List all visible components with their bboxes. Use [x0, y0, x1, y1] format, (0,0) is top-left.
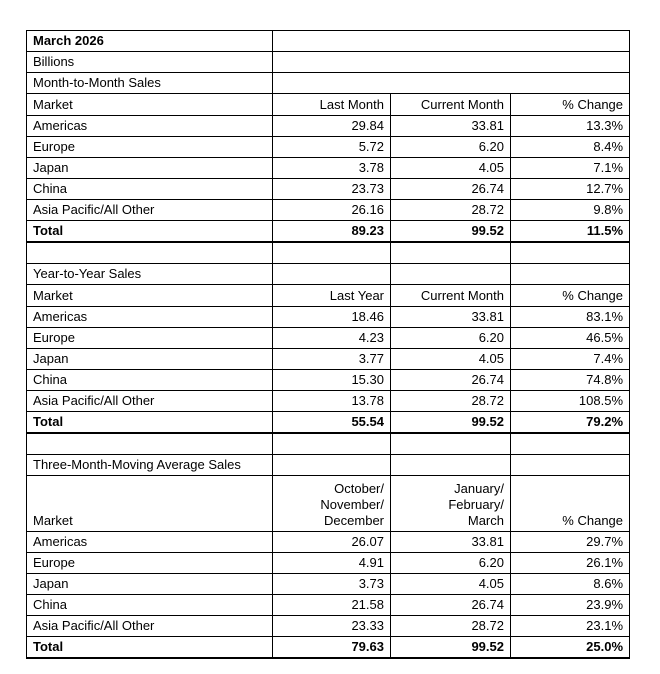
total-value: 79.63 — [273, 637, 391, 659]
column-header-row — [27, 476, 630, 532]
value-cell: 26.07 — [273, 532, 391, 553]
change-cell: 7.4% — [511, 349, 630, 370]
value-cell: 26.74 — [391, 595, 511, 616]
market-cell: Asia Pacific/All Other — [27, 391, 273, 412]
table-row — [27, 116, 630, 137]
spacer-row — [27, 242, 630, 264]
value-cell: 28.72 — [391, 616, 511, 637]
column-header: Current Month — [391, 94, 511, 116]
section-heading-row — [27, 264, 630, 285]
total-value: 99.52 — [391, 221, 511, 243]
change-cell: 8.4% — [511, 137, 630, 158]
value-cell: 13.78 — [273, 391, 391, 412]
section-heading: Month-to-Month Sales — [27, 73, 273, 94]
column-header: % Change — [511, 94, 630, 116]
table-row — [27, 307, 630, 328]
value-cell: 28.72 — [391, 391, 511, 412]
table-row — [27, 349, 630, 370]
value-cell: 23.33 — [273, 616, 391, 637]
table-row — [27, 158, 630, 179]
total-label: Total — [27, 221, 273, 243]
change-cell: 9.8% — [511, 200, 630, 221]
market-cell: Japan — [27, 349, 273, 370]
market-cell: Americas — [27, 532, 273, 553]
sales-report-table — [26, 30, 630, 659]
value-cell: 4.23 — [273, 328, 391, 349]
change-cell: 74.8% — [511, 370, 630, 391]
value-cell: 6.20 — [391, 328, 511, 349]
units-label: Billions — [27, 52, 273, 73]
spacer-row — [27, 433, 630, 455]
table-row — [27, 595, 630, 616]
value-cell: 6.20 — [391, 553, 511, 574]
total-label: Total — [27, 637, 273, 659]
report-title: March 2026 — [27, 31, 273, 52]
change-cell: 12.7% — [511, 179, 630, 200]
market-cell: Japan — [27, 158, 273, 179]
value-cell: 26.74 — [391, 179, 511, 200]
total-value: 99.52 — [391, 637, 511, 659]
total-value: 55.54 — [273, 412, 391, 434]
value-cell: 6.20 — [391, 137, 511, 158]
value-cell: 26.74 — [391, 370, 511, 391]
total-row — [27, 221, 630, 243]
total-row — [27, 637, 630, 659]
value-cell: 4.05 — [391, 574, 511, 595]
value-cell: 3.73 — [273, 574, 391, 595]
column-header: % Change — [511, 476, 630, 532]
value-cell: 33.81 — [391, 307, 511, 328]
table-row — [27, 179, 630, 200]
value-cell: 3.77 — [273, 349, 391, 370]
column-header-row — [27, 285, 630, 307]
market-cell: Asia Pacific/All Other — [27, 200, 273, 221]
table-row — [27, 574, 630, 595]
total-label: Total — [27, 412, 273, 434]
total-change: 79.2% — [511, 412, 630, 434]
table-row — [27, 328, 630, 349]
table-row — [27, 553, 630, 574]
column-header: Market — [27, 285, 273, 307]
column-header: % Change — [511, 285, 630, 307]
value-cell: 15.30 — [273, 370, 391, 391]
value-cell: 4.05 — [391, 349, 511, 370]
column-header: Current Month — [391, 285, 511, 307]
table-row — [27, 616, 630, 637]
market-cell: Japan — [27, 574, 273, 595]
value-cell: 23.73 — [273, 179, 391, 200]
value-cell: 29.84 — [273, 116, 391, 137]
change-cell: 83.1% — [511, 307, 630, 328]
change-cell: 8.6% — [511, 574, 630, 595]
change-cell: 108.5% — [511, 391, 630, 412]
value-cell: 33.81 — [391, 532, 511, 553]
report-title-row — [27, 31, 630, 52]
value-cell: 4.05 — [391, 158, 511, 179]
market-cell: Europe — [27, 137, 273, 158]
market-cell: China — [27, 179, 273, 200]
value-cell: 21.58 — [273, 595, 391, 616]
market-cell: Europe — [27, 328, 273, 349]
table-row — [27, 370, 630, 391]
change-cell: 29.7% — [511, 532, 630, 553]
total-value: 99.52 — [391, 412, 511, 434]
market-cell: China — [27, 595, 273, 616]
change-cell: 23.9% — [511, 595, 630, 616]
change-cell: 23.1% — [511, 616, 630, 637]
change-cell: 26.1% — [511, 553, 630, 574]
change-cell: 46.5% — [511, 328, 630, 349]
column-header: Market — [27, 476, 273, 532]
change-cell: 13.3% — [511, 116, 630, 137]
section-heading: Year-to-Year Sales — [27, 264, 273, 285]
column-header: October/ November/ December — [273, 476, 391, 532]
market-cell: Americas — [27, 116, 273, 137]
section-heading-row — [27, 455, 630, 476]
value-cell: 18.46 — [273, 307, 391, 328]
market-cell: Europe — [27, 553, 273, 574]
section-heading-row — [27, 73, 630, 94]
table-row — [27, 532, 630, 553]
total-change: 11.5% — [511, 221, 630, 243]
value-cell: 33.81 — [391, 116, 511, 137]
change-cell: 7.1% — [511, 158, 630, 179]
value-cell: 3.78 — [273, 158, 391, 179]
value-cell: 5.72 — [273, 137, 391, 158]
total-value: 89.23 — [273, 221, 391, 243]
units-row — [27, 52, 630, 73]
table-row — [27, 200, 630, 221]
total-change: 25.0% — [511, 637, 630, 659]
market-cell: China — [27, 370, 273, 391]
value-cell: 4.91 — [273, 553, 391, 574]
column-header: Last Year — [273, 285, 391, 307]
column-header: January/ February/ March — [391, 476, 511, 532]
column-header: Last Month — [273, 94, 391, 116]
market-cell: Americas — [27, 307, 273, 328]
market-cell: Asia Pacific/All Other — [27, 616, 273, 637]
section-heading: Three-Month-Moving Average Sales — [27, 455, 273, 476]
table-row — [27, 391, 630, 412]
column-header: Market — [27, 94, 273, 116]
table-row — [27, 137, 630, 158]
value-cell: 28.72 — [391, 200, 511, 221]
total-row — [27, 412, 630, 434]
value-cell: 26.16 — [273, 200, 391, 221]
column-header-row — [27, 94, 630, 116]
